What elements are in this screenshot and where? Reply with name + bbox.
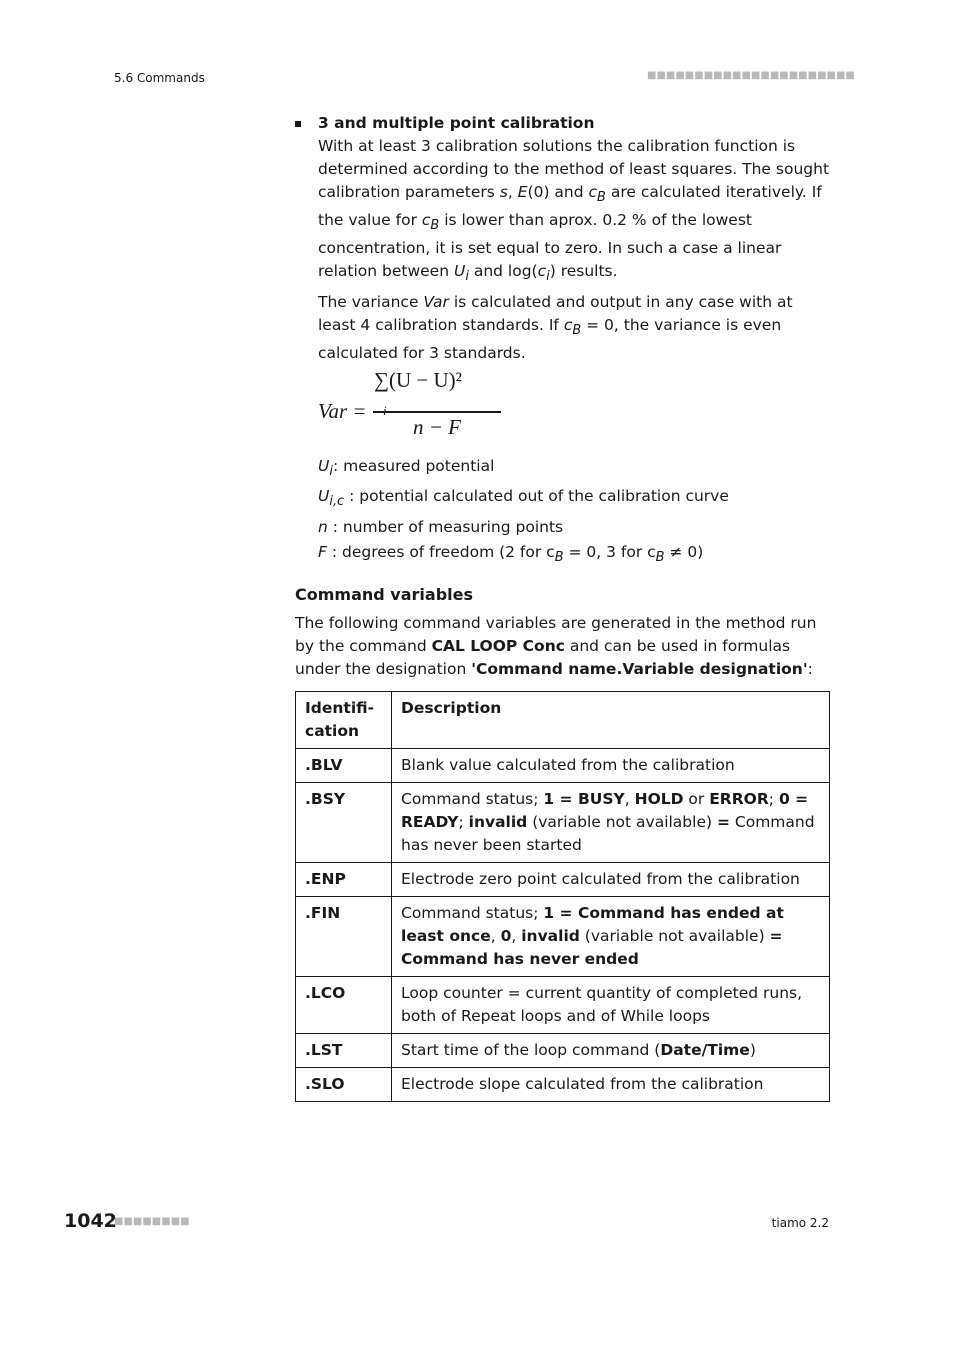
definition-item (318, 541, 830, 569)
table-row (296, 862, 830, 896)
variable-description: Loop counter = current quantity of completed runs, both of Repeat loops and of While loops (392, 976, 830, 1033)
def-symbol: U (318, 487, 330, 506)
bold-run: HOLD (634, 789, 684, 808)
formula-lhs: Var = (318, 399, 367, 424)
table-row (296, 748, 830, 782)
variable-id: .SLO (296, 1067, 392, 1101)
variable-id: .ENP (296, 862, 392, 896)
variance-paragraph (318, 291, 830, 365)
variable-description: Blank value calculated from the calibration (392, 748, 830, 782)
text-run: The variance (318, 293, 424, 312)
text-run: ; (458, 812, 469, 831)
text-run: (0) and (527, 183, 589, 201)
text-run: The following command variables are generated in the method run by the command (295, 613, 817, 655)
symbol-s: s (499, 183, 508, 201)
text-run: Command status; (401, 789, 544, 808)
variable-description: Electrode zero point calculated from the calibration (392, 862, 830, 896)
intro-paragraph (295, 612, 830, 681)
variable-description (392, 896, 830, 976)
def-subscript: B (655, 549, 665, 565)
text-run: (variable not available) (579, 926, 770, 945)
bullet-square-icon (295, 121, 301, 127)
bold-run: ERROR (709, 789, 769, 808)
def-subscript: i,c (329, 494, 345, 510)
bold-run: 1 = Command has ended at least once (401, 903, 784, 945)
text-run: ) results. (549, 262, 618, 281)
bold-run: Date/Time (660, 1040, 750, 1059)
text-run: (variable not available) (527, 812, 717, 831)
variable-id: .LCO (296, 976, 392, 1033)
text-run: With at least 3 calibration solutions the calibration function is determined according to the method of least squares. The sought calibration parameters (318, 137, 830, 201)
table-row (296, 896, 830, 976)
symbol-u: U (453, 262, 466, 281)
subscript: B (572, 323, 582, 339)
table-row (296, 782, 830, 862)
designation-format: 'Command name.Variable designation' (471, 659, 808, 678)
text-run: is calculated and output in any case with at least 4 calibration standards. If (318, 293, 793, 335)
def-symbol: F (318, 542, 327, 561)
text-run: are calculated iteratively. If the value for (318, 183, 822, 230)
text-run: or (683, 789, 710, 808)
def-text: : measured potential (332, 457, 495, 476)
column-header-identification: Identification (296, 691, 392, 748)
definition-item (318, 455, 830, 483)
bold-run: 1 = BUSY (543, 789, 625, 808)
text-run: , (511, 926, 522, 945)
page-number: 1042 (64, 1210, 117, 1232)
def-symbol: U (318, 457, 330, 476)
symbol-definitions (318, 455, 830, 568)
table-row (296, 1033, 830, 1067)
def-text: : degrees of freedom (2 for c (326, 542, 555, 561)
symbol-c: c (537, 262, 547, 281)
variable-description (392, 1033, 830, 1067)
bullet-heading (295, 112, 830, 135)
variable-id: .LST (296, 1033, 392, 1067)
command-variables-table (295, 691, 830, 1102)
def-text: ≠ 0) (664, 542, 704, 561)
bold-run: 0 = READY (401, 789, 809, 831)
footer-decoration: ■■■■■■■■ (114, 1216, 190, 1227)
calibration-paragraph (318, 135, 830, 288)
bold-run: = (716, 812, 730, 831)
text-run: , (624, 789, 635, 808)
text-run: , (507, 183, 518, 201)
bold-run: = Command has never ended (401, 926, 783, 968)
text-run: : (807, 659, 813, 678)
text-run: Command status; (401, 903, 544, 922)
table-row (296, 976, 830, 1033)
bullet-body (295, 135, 830, 569)
text-run: Start time of the loop command ( (401, 1040, 661, 1059)
text-run: , (490, 926, 501, 945)
def-text: : potential calculated out of the calibration curve (344, 487, 729, 506)
text-run: Command has never been started (401, 812, 815, 854)
page-content (295, 112, 830, 1102)
symbol-c: c (563, 316, 573, 335)
variable-id: .BLV (296, 748, 392, 782)
text-run: = 0, the variance is even calculated for 3 standards. (318, 316, 782, 363)
variable-description (392, 782, 830, 862)
def-symbol: n (318, 517, 328, 536)
subscript: B (430, 218, 440, 234)
fraction-bar (373, 411, 501, 413)
symbol-var: Var (423, 293, 449, 312)
text-run: and can be used in formulas under the designation (295, 636, 791, 678)
column-header-description: Description (392, 691, 830, 748)
symbol-c: c (588, 183, 598, 201)
bold-run: invalid (468, 812, 528, 831)
text-run: and log( (468, 262, 538, 281)
def-subscript: i (329, 464, 333, 480)
symbol-c: c (421, 211, 431, 230)
variance-formula (318, 369, 830, 449)
formula-denominator: n − F (413, 415, 461, 440)
subscript: i (546, 269, 550, 285)
variable-description: Electrode slope calculated from the calibration (392, 1067, 830, 1101)
command-name: CAL LOOP Conc (431, 636, 565, 655)
section-heading: Command variables (295, 584, 473, 604)
formula-numerator: ∑(U − U)² (374, 368, 462, 393)
bold-run: 0 (500, 926, 512, 945)
bullet-heading-text: 3 and multiple point calibration (318, 114, 595, 132)
definition-item (318, 516, 830, 539)
text-run: ) (749, 1040, 756, 1059)
def-subscript: B (554, 549, 564, 565)
header-decoration: ■■■■■■■■■■■■■■■■■■■■■■ (647, 70, 855, 81)
text-run: ; (768, 789, 779, 808)
table-row (296, 1067, 830, 1101)
variable-id: .BSY (296, 782, 392, 862)
def-text: = 0, 3 for c (563, 542, 656, 561)
subscript: i (465, 269, 469, 285)
subscript: B (597, 190, 606, 206)
variable-id: .FIN (296, 896, 392, 976)
product-name: tiamo 2.2 (771, 1216, 829, 1230)
text-run: is lower than aprox. 0.2 % of the lowest concentration, it is set equal to zero. In such a case a linear relation between (318, 211, 782, 281)
definition-item (318, 485, 830, 513)
def-text: : number of measuring points (327, 517, 564, 536)
table-header-row (296, 691, 830, 748)
running-header-section: 5.6 Commands (114, 71, 205, 85)
symbol-e: E (517, 183, 528, 201)
bold-run: invalid (521, 926, 580, 945)
